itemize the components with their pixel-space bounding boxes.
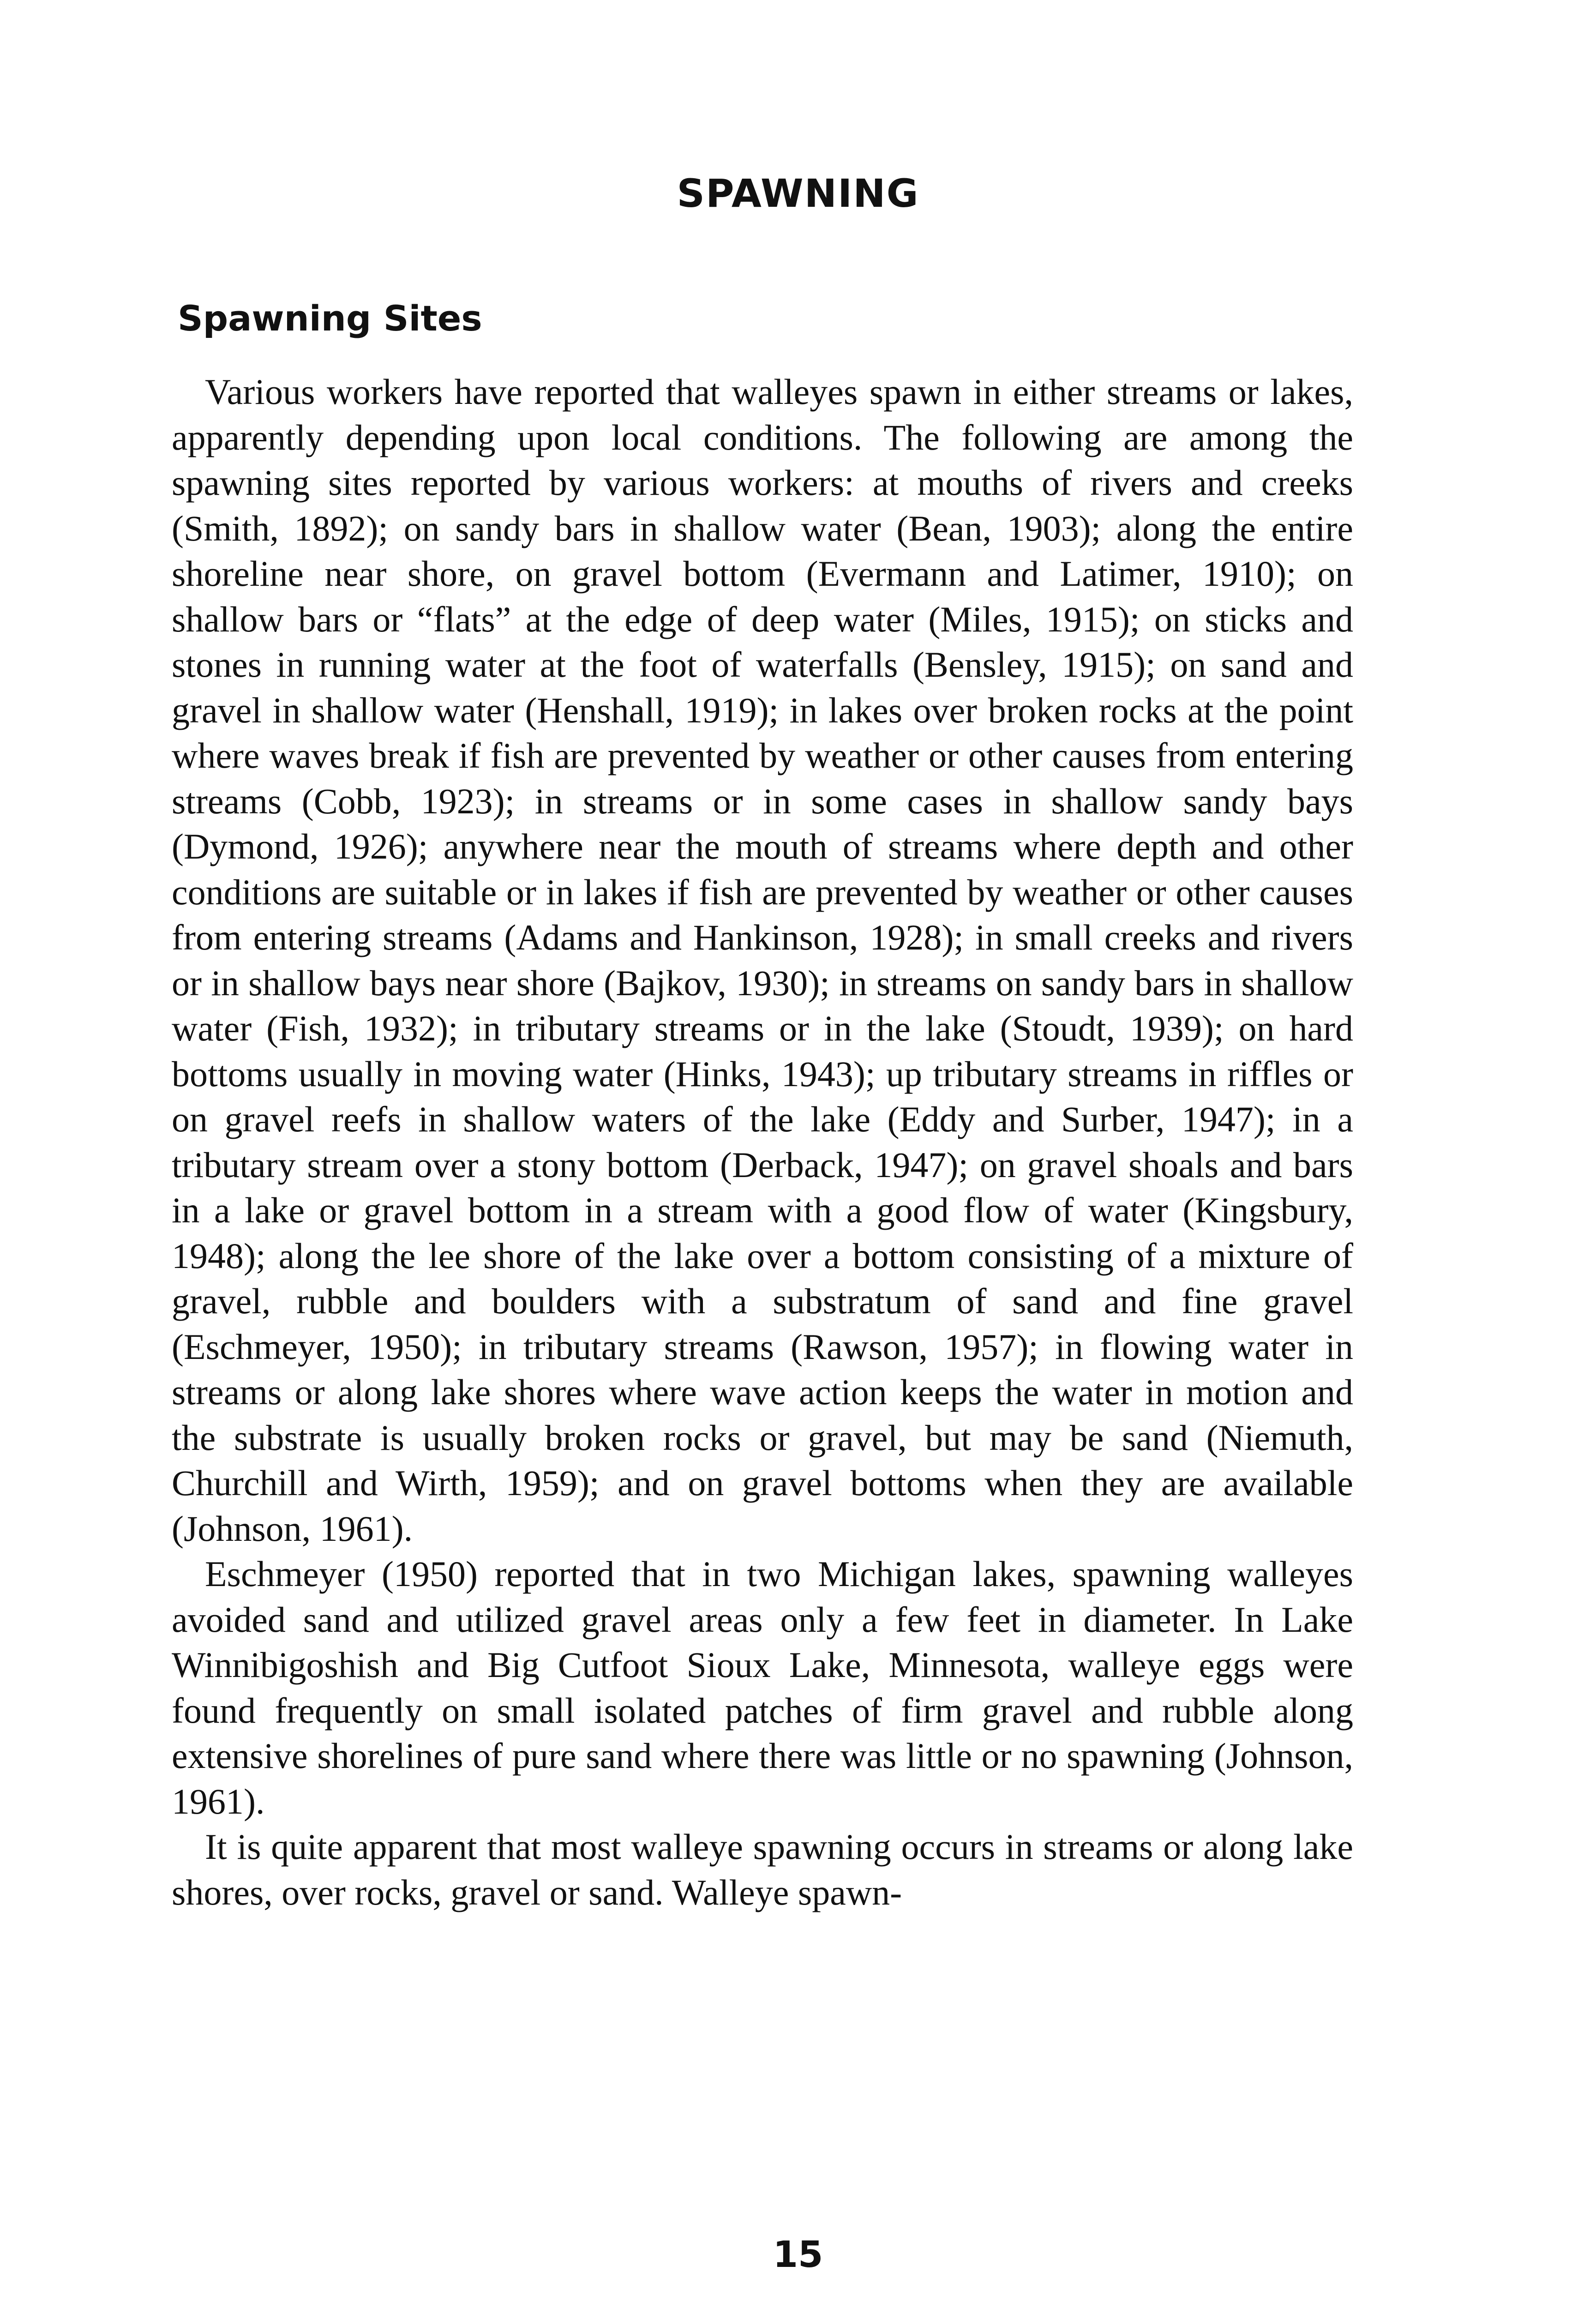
body-text <box>172 369 1353 1915</box>
paragraph-spawning-sites-list: Various workers have reported that walleyes spawn in either streams or lakes, apparently depending upon local conditions. The following are among the spawning sites reported by various workers: at mouths of rivers and creeks (Smith, 1892); on sandy bars in shallow water (Bean, 1903); along the entire shoreline near shore, on gravel bottom (Evermann and Latimer, 1910); on shallow bars or “flats” at the edge of deep water (Miles, 1915); on sticks and stones in running water at the foot of waterfalls (Bensley, 1915); on sand and gravel in shallow water (Henshall, 1919); in lakes over broken rocks at the point where waves break if fish are prevented by weather or other causes from entering streams (Cobb, 1923); in streams or in some cases in shallow sandy bays (Dymond, 1926); anywhere near the mouth of streams where depth and other conditions are suitable or in lakes if fish are prevented by weather or other causes from entering streams (Adams and Hankinson, 1928); in small creeks and rivers or in shallow bays near shore (Bajkov, 1930); in streams on sandy bars in shallow water (Fish, 1932); in tributary streams or in the lake (Stoudt, 1939); on hard bottoms usually in moving water (Hinks, 1943); up tributary streams in riffles or on gravel reefs in shallow waters of the lake (Eddy and Surber, 1947); in a tributary stream over a stony bottom (Derback, 1947); on gravel shoals and bars in a lake or gravel bottom in a stream with a good flow of water (Kingsbury, 1948); along the lee shore of the lake over a bottom consisting of a mixture of gravel, rubble and boulders with a substratum of sand and fine gravel (Eschmeyer, 1950); in tributary streams (Rawson, 1957); in flowing water in streams or along lake shores where wave action keeps the water in motion and the substrate is usually broken rocks or gravel, but may be sand (Niemuth, Churchill and Wirth, 1959); and on gravel bottoms when they are available (Johnson, 1961). <box>172 372 1353 1549</box>
section-heading: Spawning Sites <box>178 298 482 339</box>
page-number: 15 <box>773 2234 823 2276</box>
paragraph-conclusion: It is quite apparent that most walleye spawning occurs in streams or along lake shores, over rocks, gravel or sand. Walleye spawn- <box>172 1827 1353 1912</box>
page-title: SPAWNING <box>677 171 919 216</box>
paragraph-eschmeyer: Eschmeyer (1950) reported that in two Michigan lakes, spawning walleyes avoided sand and utilized gravel areas only a few feet in diameter. In Lake Winnibigoshish and Big Cutfoot Sioux Lake, Minnesota, walleye eggs were found frequently on small isolated patches of firm gravel and rubble along extensive shorelines of pure sand where there was little or no spawning (Johnson, 1961). <box>172 1554 1353 1821</box>
